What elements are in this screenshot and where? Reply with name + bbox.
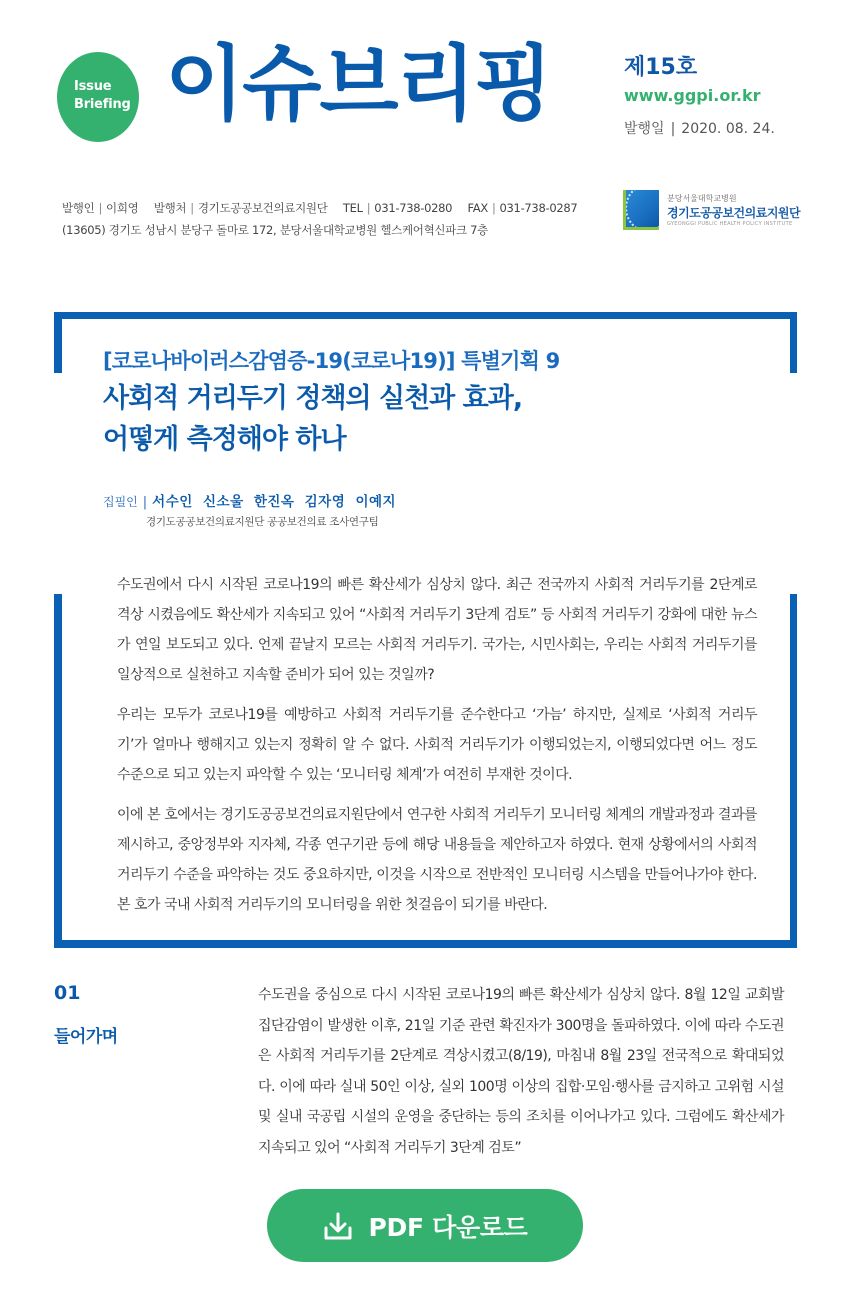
website-link[interactable]: www.ggpi.or.kr <box>624 86 761 105</box>
tel-label: TEL <box>342 201 363 215</box>
tel-number: 031-738-0280 <box>374 201 453 215</box>
logo-main: 경기도공공보건의료지원단 <box>667 206 801 220</box>
frame-border-right-upper <box>790 312 797 373</box>
badge-line-2: Briefing <box>74 97 131 112</box>
issuer-label: 발행처 <box>153 201 187 215</box>
issue-number: 제15호 <box>624 55 698 80</box>
frame-border-top <box>54 312 797 319</box>
publication-title: 이슈브리핑 <box>165 37 552 132</box>
summary-box <box>117 570 757 930</box>
section-number: 01 <box>54 982 81 1004</box>
affiliation: 경기도공공보건의료지원단 공공보건의료 조사연구팀 <box>146 516 379 528</box>
issue-briefing-badge <box>57 52 139 142</box>
pub-date-value: 2020. 08. 24. <box>681 121 775 137</box>
fax-label: FAX <box>467 201 488 215</box>
authors-label: 집필인 <box>103 495 138 509</box>
article-headline <box>103 378 522 460</box>
logo-sub: 분당서울대학교병원 <box>667 194 737 203</box>
series-label: [코로나바이러스감염증-19(코로나19)] 특별기획 9 <box>103 349 560 373</box>
pdf-download-button[interactable] <box>267 1189 583 1262</box>
headline-line-1: 사회적 거리두기 정책의 실천과 효과, <box>103 383 523 414</box>
publisher-info: 발행인 | 이희영 발행처 | 경기도공공보건의료지원단 TEL | 031-738-0280 FAX | 031-738-0287 (13605) 경기도 성남시 분당구 돌마로 172, 분당서울대학교병원 헬스케어혁신파크 7층 <box>62 197 577 241</box>
institute-logo-icon <box>623 190 659 230</box>
badge-line-1: Issue <box>74 79 112 94</box>
address: (13605) 경기도 성남시 분당구 돌마로 172, 분당서울대학교병원 헬스케어혁신파크 7층 <box>62 223 488 237</box>
summary-paragraph: 우리는 모두가 코로나19를 예방하고 사회적 거리두기를 준수한다고 ‘가늠’ 하지만, 실제로 ‘사회적 거리두기’가 얼마나 행해지고 있는지 정확히 알 수 없다. 사회적 거리두기가 이행되었는지, 이행되었다면 어느 정도 수준으로 되고 있는지 파악할 수 있는 ‘모니터링 체계’가 여전히 부재한 것이다. <box>117 707 757 783</box>
section-body: 수도권을 중심으로 다시 시작된 코로나19의 빠른 확산세가 심상치 않다. 8월 12일 교회발 집단감염이 발생한 이후, 21일 기준 관련 확진자가 300명을 돌파하였다. 이에 따라 수도권은 사회적 거리두기를 2단계로 격상시켰고(8/19), 마침내 8월 23일 전국적으로 확대되었다. 이에 따라 실내 50인 이상, 실외 100명 이상의 집합·모임·행사를 금지하고 고위험 시설 및 실내 국공립 시설의 운영을 중단하는 등의 조치를 이어나가고 있다. 그럼에도 확산세가 지속되고 있어 “사회적 거리두기 3단계 검토” <box>258 987 784 1156</box>
frame-border-left-lower <box>54 594 62 948</box>
publication-date: 발행일 | 2020. 08. 24. <box>624 121 775 137</box>
headline-line-2: 어떻게 측정해야 하나 <box>103 424 346 455</box>
summary-paragraph: 수도권에서 다시 시작된 코로나19의 빠른 확산세가 심상치 않다. 최근 전국까지 사회적 거리두기를 2단계로 격상 시켰음에도 확산세가 지속되고 있어 “사회적 거리두기 3단계 검토” 등 사회적 거리두기 강화에 대한 뉴스가 연일 보도되고 있다. 언제 끝날지 모르는 사회적 거리두기. 국가는, 시민사회는, 우리는 사회적 거리두기를 일상적으로 실천하고 지속할 준비가 되어 있는 것일까? <box>117 577 757 683</box>
publisher-label: 발행인 <box>62 201 95 215</box>
logo-english: GYEONGGI PUBLIC HEALTH POLICY INSTITUTE <box>667 221 793 227</box>
section-title: 들어가며 <box>54 1027 118 1047</box>
publisher-name: 이희영 <box>106 201 139 215</box>
issuer-name: 경기도공공보건의료지원단 <box>197 201 328 215</box>
frame-border-right-lower <box>790 594 797 948</box>
authors: 집필인 | 서수인 신소울 한진옥 김자영 이예지 <box>103 494 397 510</box>
pub-date-label: 발행일 <box>624 121 665 137</box>
summary-paragraph: 이에 본 호에서는 경기도공공보건의료지원단에서 연구한 사회적 거리두기 모니터링 체계의 개발과정과 결과를 제시하고, 중앙정부와 지자체, 각종 연구기관 등에 해당 내용들을 제안하고자 하였다. 현재 상황에서의 사회적 거리두기 수준을 파악하는 것도 중요하지만, 이것을 시작으로 전반적인 모니터링 시스템을 만들어나가야 한다. 본 호가 국내 사회적 거리두기의 모니터링을 위한 첫걸음이 되기를 바란다. <box>117 807 757 913</box>
download-icon <box>322 1210 354 1242</box>
fax-number: 031-738-0287 <box>499 201 578 215</box>
frame-border-bottom <box>54 940 797 948</box>
pdf-download-label: PDF 다운로드 <box>368 1212 528 1242</box>
author-names: 서수인 신소울 한진옥 김자영 이예지 <box>152 494 397 510</box>
institute-logo <box>623 190 800 230</box>
frame-border-left-upper <box>54 312 62 373</box>
